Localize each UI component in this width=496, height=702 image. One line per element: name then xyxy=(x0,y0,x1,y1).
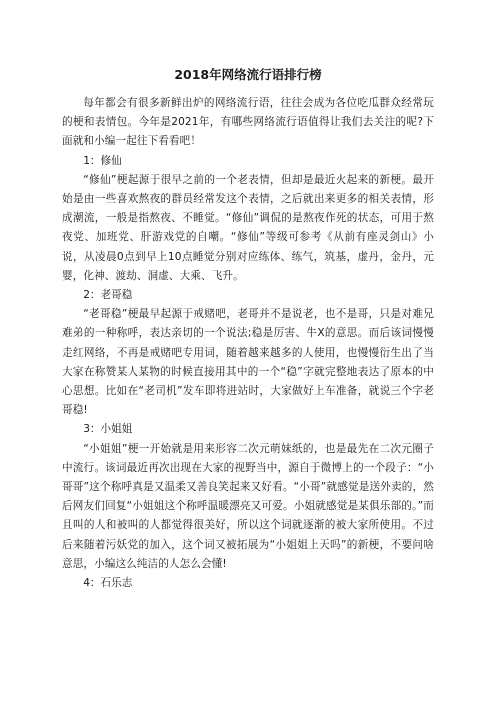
document-title: 2018年网络流行语排行榜 xyxy=(174,67,322,82)
section-heading-4: 4：石乐志 xyxy=(83,577,133,590)
section-heading-3: 3：小姐姐 xyxy=(83,423,133,436)
section-heading-1: 1：修仙 xyxy=(83,154,122,167)
section-heading-2: 2：老哥稳 xyxy=(83,289,133,302)
section-paragraph-1: “修仙”梗起源于很早之前的一个老表情，但却是最近火起来的新梗。最开始是由一些喜欢熬夜的群员经常发这个表情，之后就出来更多的相关表情，形成潮流，一般是指熬夜、不睡觉。“修仙”调侃的是熬夜作死的状态，可用于熬夜党、加班党、肝游戏党的自嘲。“修仙”等级可参考《从前有座灵剑山》小说，从凌晨0点到早上10点睡觉分别对应练体、练气，筑基，虚丹，金丹，元婴，化神、渡劫、洞虚、大乘、飞升。 xyxy=(62,173,434,282)
intro-paragraph: 每年都会有很多新鲜出炉的网络流行语，往往会成为各位吃瓜群众经常玩的梗和表情包。今年是2021年，有哪些网络流行语值得让我们去关注的呢?下面就和小编一起往下看看吧！ xyxy=(62,97,434,148)
section-paragraph-2: “老哥稳”梗最早起源于戒赌吧，老哥并不是说老，也不是哥，只是对难兄难弟的一种称呼，表达亲切的一个说法;稳是厉害、牛X的意思。而后该词慢慢走红网络，不再是戒赌吧专用词，随着越来越多的人使用，也慢慢衍生出了当大家在称赞某人某物的时候直接用其中的一个“稳”字就完整地表达了原本的中心思想。比如在“老司机”发车即将进站时，大家做好上车准备，就说三个字老哥稳! xyxy=(62,308,434,417)
section-paragraph-3: “小姐姐”梗一开始就是用来形容二次元萌妹纸的，也是最先在二次元圈子中流行。该词最近再次出现在大家的视野当中，源自于微博上的一个段子：“小哥哥”这个称呼真是又温柔又善良笑起来又好看。“小哥”就感觉是送外卖的，然后网友们回复“小姐姐这个称呼温暖漂亮又可爱。小姐就感觉是某俱乐部的。”而且叫的人和被叫的人都觉得很美好，所以这个词就逐渐的被大家所使用。不过后来随着污妖党的加入，这个词又被拓展为“小姐姐上天吗”的新梗，不要问啥意思，小编这么纯洁的人怎么会懂! xyxy=(62,442,434,570)
